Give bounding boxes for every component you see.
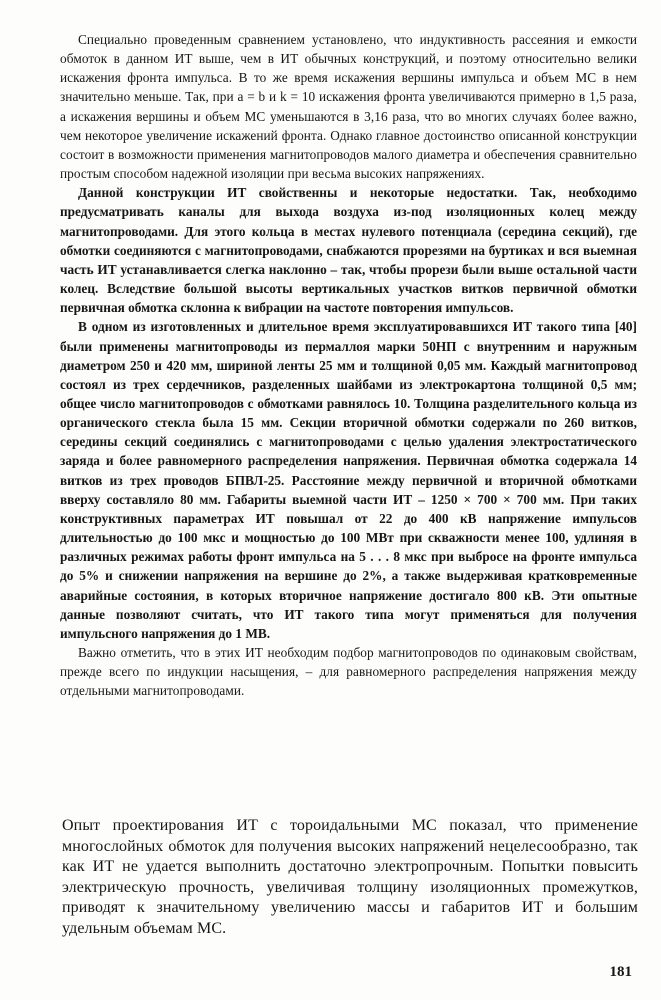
page-number: 181 bbox=[609, 964, 632, 980]
conclusion-block bbox=[62, 816, 638, 940]
main-text-block bbox=[60, 30, 637, 700]
paragraph-example: В одном из изготовленных и длительное время эксплуатировавшихся ИТ такого типа [40] были применены магнитопроводы из пермаллоя марки 50НП с внутренним и наружным диаметром 250 и 420 мм, шириной ленты 25 мм и толщиной 0,05 мм. Каждый магнитопровод состоял из трех сердечников, разделенных шайбами из электрокартона толщиной 0,5 мм; общее число магнитопроводов с обмотками равнялось 10. Толщина разделительного кольца из органического стекла была 15 мм. Секции вторичной обмотки содержали по 260 витков, середины секций соединялись с магнитопроводами с целью удаления электростатического заряда и более равномерного распределения напряжения. Первичная обмотка содержала 14 витков из трех проводов БПВЛ-25. Расстояние между первичной и вторичной обмотками вверху составляло 80 мм. Габариты выемной части ИТ – 1250 × 700 × 700 мм. При таких конструктивных параметрах ИТ повышал от 22 до 400 кВ напряжение импульсов длительностью до 100 мкс и мощностью до 100 МВт при скважности менее 100, удлиняя в различных режимах работы фронт импульса на 5 . . . 8 мкс при выбросе на фронте импульса до 5% и снижении напряжения на вершине до 2%, а также выдерживая кратковременные аварийные состояния, в которых вторичное напряжение достигало 800 кВ. Эти опытные данные позволяют считать, что ИТ такого типа могут применяться для получения импульсного напряжения до 1 МВ. bbox=[60, 319, 637, 641]
paragraph-drawbacks: Данной конструкции ИТ свойственны и некоторые недостатки. Так, необходимо предусматривать каналы для выхода воздуха из-под изоляционных колец между магнитопроводами. Для этого кольца в местах нулевого потенциала (середина секций), где обмотки соединяются с магнитопроводами, снабжаются прорезями на буртиках и вся выемная часть ИТ устанавливается слегка наклонно – так, чтобы прорези были выше остальной части колец. Вследствие большой высоты вертикальных участков витков первичной обмотки первичная обмотка склонна к вибрации на частоте повторения импульсов. bbox=[60, 185, 637, 316]
paragraph-note: Важно отметить, что в этих ИТ необходим подбор магнитопроводов по одинаковым свойствам, прежде всего по индукции насыщения, – для равномерного распределения напряжения между отдельными магнитопроводами. bbox=[60, 645, 637, 699]
paragraph-comparison: Специально проведенным сравнением установлено, что индуктивность рассеяния и емкости обмоток в данном ИТ выше, чем в ИТ обычных конструкций, и поэтому относительно велики искажения фронта импульса. В то же время искажения вершины импульса и объем МС в нем значительно меньше. Так, при a = b и k = 10 искажения фронта увеличиваются примерно в 1,5 раза, а искажения вершины и объем МС уменьшаются в 3,16 раза, что во многих случаях более важно, чем некоторое увеличение искажений фронта. Однако главное достоинство описанной конструкции состоит в возможности применения магнитопроводов малого диаметра и обеспечения сравнительно простым способом надежной изоляции при весьма высоких напряжениях. bbox=[60, 32, 637, 182]
paragraph-conclusion: Опыт проектирования ИТ с тороидальными МС показал, что применение многослойных обмоток для получения высоких напряжений нецелесообразно, так как ИТ не удается выполнить достаточно электропрочным. Попытки повысить электрическую прочность, увеличивая толщину изоляционных промежутков, приводят к значительному увеличению массы и габаритов ИТ и большим удельным объемам МС. bbox=[62, 817, 638, 937]
